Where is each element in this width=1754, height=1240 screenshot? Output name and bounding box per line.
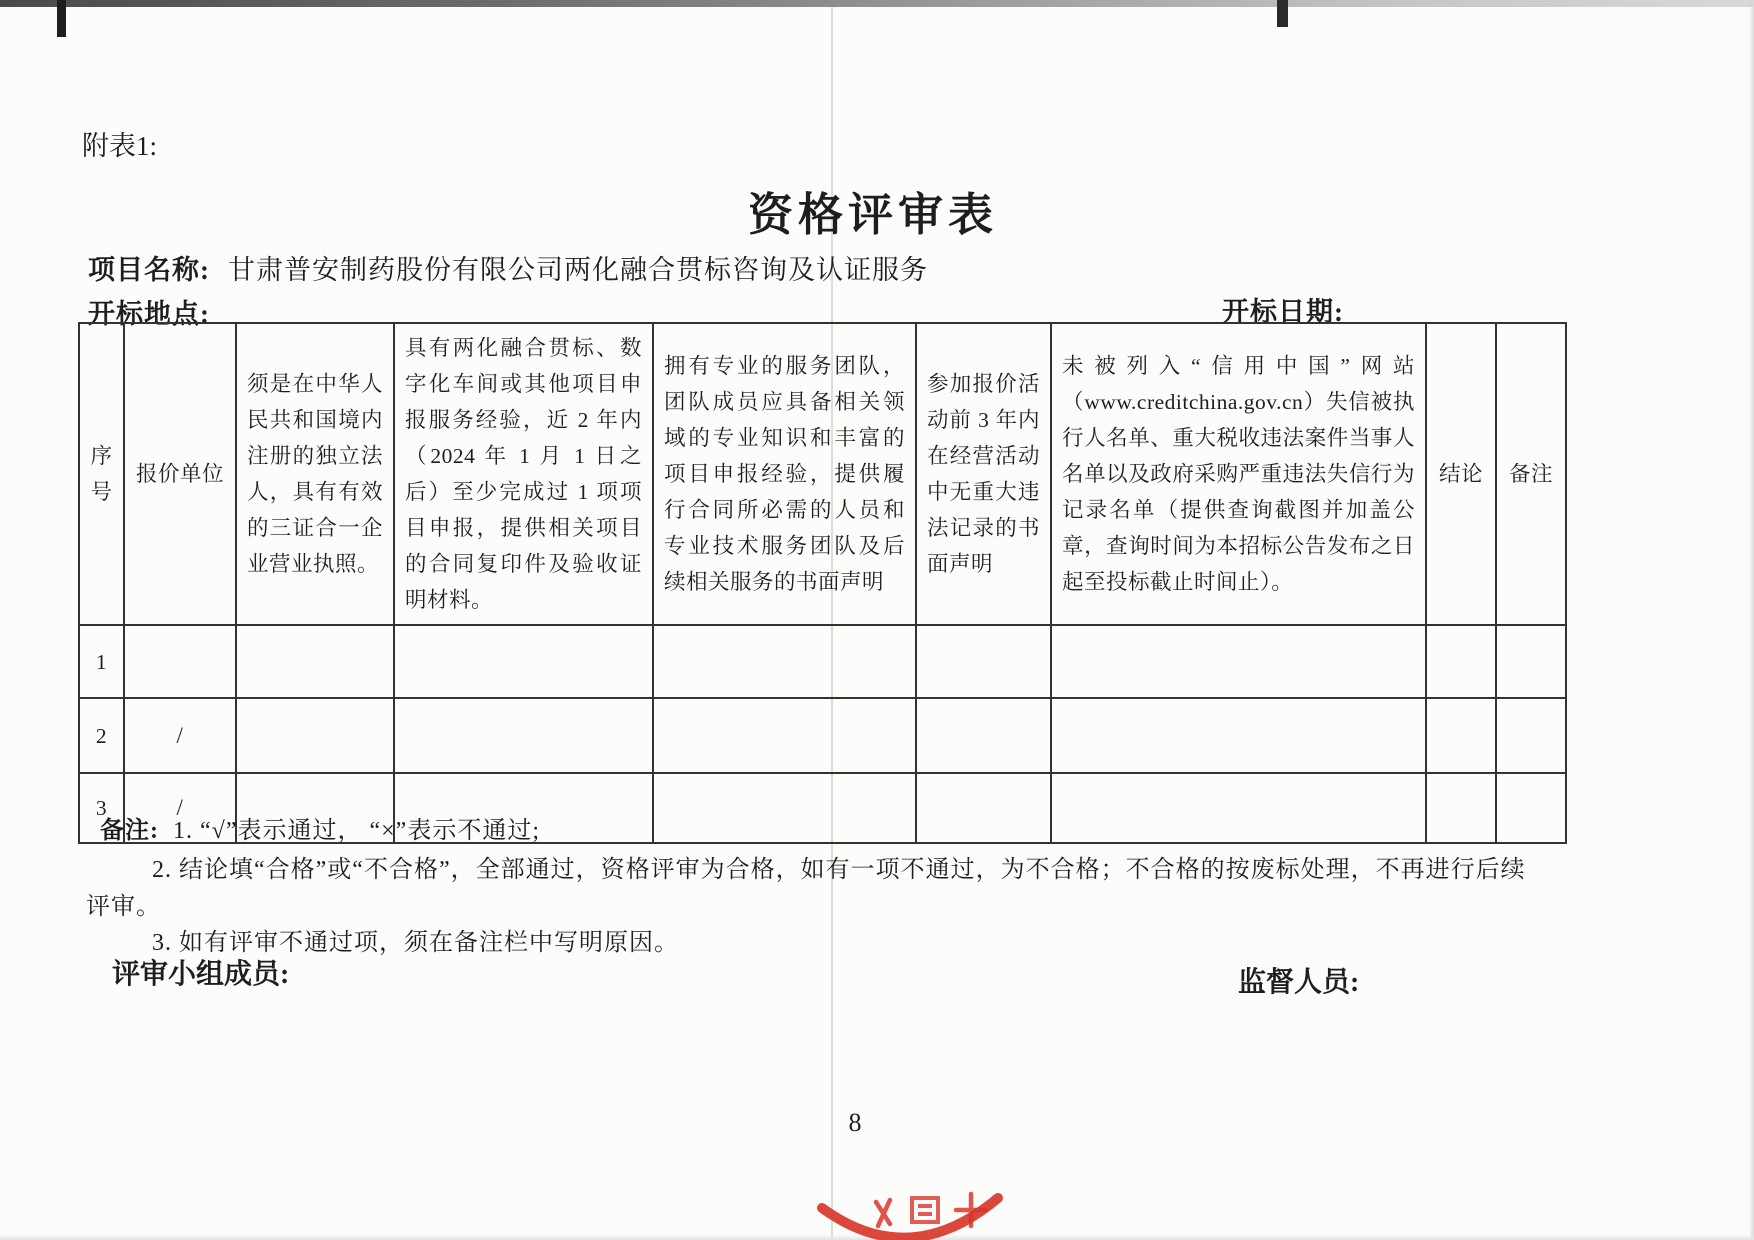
empty-cell [236, 698, 394, 773]
empty-cell [394, 625, 653, 698]
empty-cell [1426, 698, 1496, 773]
row-bidder [124, 625, 236, 698]
form-title: 资格评审表 [748, 190, 999, 240]
empty-cell [1496, 698, 1566, 773]
supervisor-label: 监督人员: [1238, 967, 1360, 998]
review-team-label: 评审小组成员: [112, 959, 290, 990]
page-number: 8 [848, 1108, 862, 1137]
empty-cell [1426, 773, 1496, 843]
notes-label: 备注: [100, 818, 159, 844]
row-seq: 3 [79, 773, 124, 843]
project-name-value: 甘肃普安制药股份有限公司两化融合贯标咨询及认证服务 [228, 255, 928, 285]
project-name-line [88, 248, 928, 287]
row-bidder: / [124, 773, 236, 843]
empty-cell [1051, 773, 1426, 843]
table-row [79, 625, 1566, 698]
header-criterion-team: 拥有专业的服务团队，团队成员应具备相关领域的专业知识和丰富的项目申报经验，提供履行合同所必需的人员和专业技术服务团队及后续相关服务的书面声明 [653, 323, 916, 625]
row-seq: 2 [79, 698, 124, 773]
empty-cell [394, 698, 653, 773]
empty-cell [1496, 625, 1566, 698]
empty-cell [916, 773, 1051, 843]
header-criterion-credit-china: 未被列入“信用中国”网站（www.creditchina.gov.cn）失信被执行人名单、重大税收违法案件当事人名单以及政府采购严重违法失信行为记录名单（提供查询截图并加盖公章，查询时间为本招标公告发布之日起至投标截止时间止）。 [1051, 323, 1426, 625]
empty-cell [236, 625, 394, 698]
notes-text-1: 1. “√”表示通过， “×”表示不通过; [173, 818, 540, 844]
table-row [79, 698, 1566, 773]
attachment-label: 附表1: [82, 131, 158, 161]
red-seal-fragment [806, 1180, 1166, 1240]
row-bidder: / [124, 698, 236, 773]
scan-edge-right [1749, 0, 1754, 1240]
bid-location-label: 开标地点: [88, 299, 210, 329]
project-name-label: 项目名称: [88, 255, 210, 285]
table-header-row [79, 323, 1566, 625]
header-conclusion: 结论 [1426, 323, 1496, 625]
empty-cell [653, 698, 916, 773]
bid-date-label: 开标日期: [1222, 297, 1344, 327]
notes-line-3: 3. 如有评审不通过项，须在备注栏中写明原因。 [152, 930, 679, 956]
empty-cell [1051, 625, 1426, 698]
empty-cell [653, 773, 916, 843]
row-seq: 1 [79, 625, 124, 698]
header-seq: 序号 [79, 323, 124, 625]
empty-cell [916, 698, 1051, 773]
empty-cell [653, 625, 916, 698]
notes-line-2: 2. 结论填“合格”或“不合格”，全部通过，资格评审为合格，如有一项不通过，为不合格；不合格的按废标处理，不再进行后续 [152, 857, 1526, 883]
notes-line-2-continuation: 评审。 [86, 894, 161, 920]
header-bidder: 报价单位 [124, 323, 236, 625]
empty-cell [1051, 698, 1426, 773]
header-criterion-no-violation: 参加报价活动前 3 年内在经营活动中无重大违法记录的书面声明 [916, 323, 1051, 625]
scan-mark-top-left [57, 0, 66, 37]
scan-edge-top [0, 0, 1754, 7]
empty-cell [1496, 773, 1566, 843]
header-criterion-legal-entity: 须是在中华人民共和国境内注册的独立法人，具有有效的三证合一企业营业执照。 [236, 323, 394, 625]
header-criterion-experience: 具有两化融合贯标、数字化车间或其他项目申报服务经验，近 2 年内（2024 年 1 月 1 日之后）至少完成过 1 项项目申报，提供相关项目的合同复印件及验收证明材料。 [394, 323, 653, 625]
scan-mark-top-right [1277, 0, 1288, 27]
empty-cell [916, 625, 1051, 698]
qualification-review-table [78, 322, 1567, 844]
empty-cell [1426, 625, 1496, 698]
header-remark: 备注 [1496, 323, 1566, 625]
notes-line-1 [100, 810, 540, 845]
